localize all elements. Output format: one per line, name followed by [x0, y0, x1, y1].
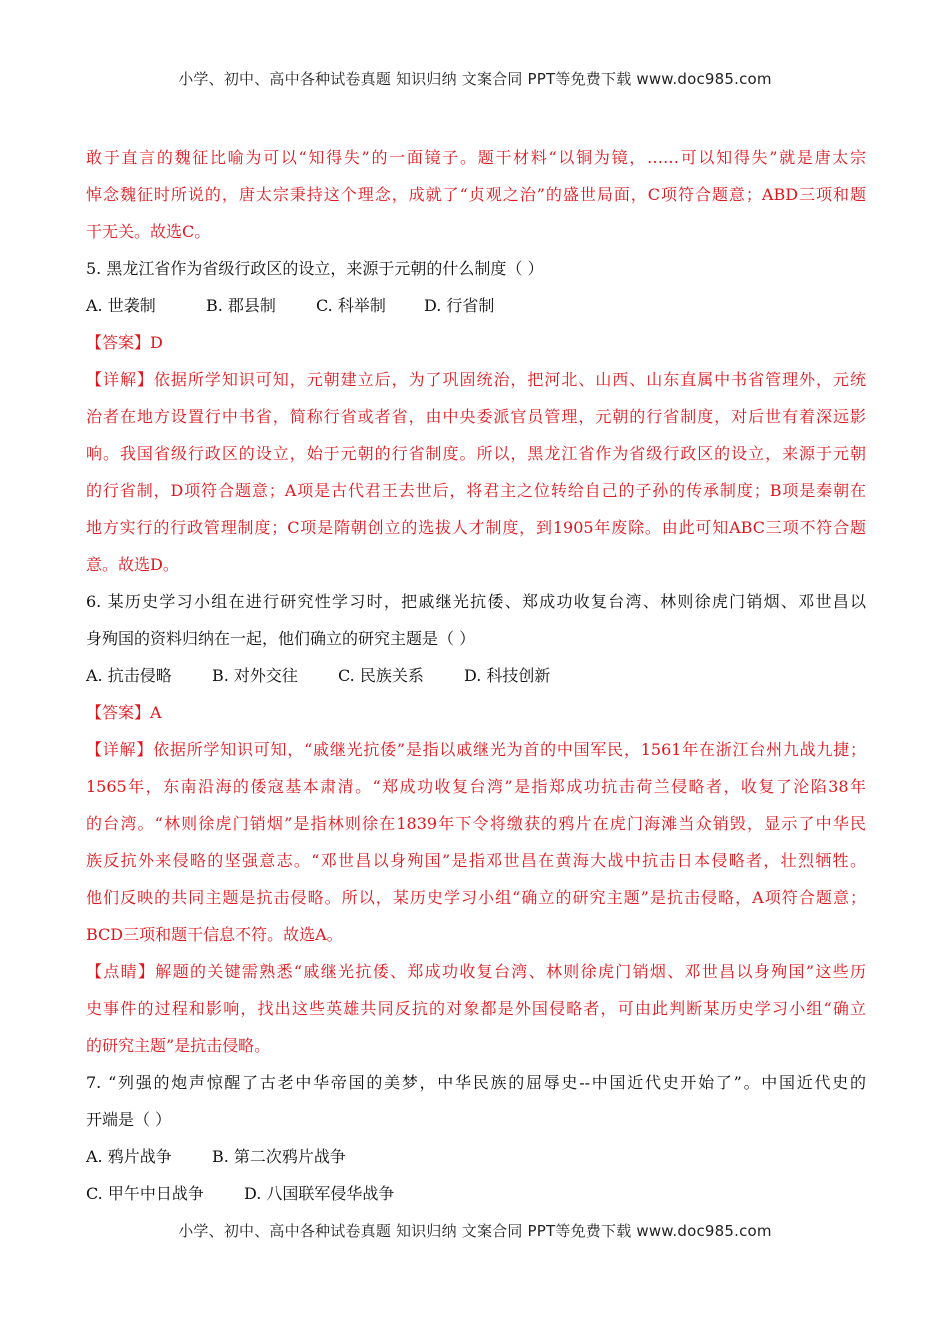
- explanation: [86, 731, 866, 953]
- question-stem: 开端是（ ）: [86, 1110, 172, 1129]
- explanation-line: 1565年，东南沿海的倭寇基本肃清。“郑成功收复台湾”是指郑成功抗击荷兰侵略者，收复了沦陷38年: [86, 777, 866, 796]
- prev-explanation: [86, 139, 866, 250]
- explanation: [86, 361, 866, 583]
- question-options: [86, 1138, 866, 1175]
- explanation-line: 的台湾。“林则徐虎门销烟”是指林则徐在1839年下令将缴获的鸦片在虎门海滩当众销毁，显示了中华民: [86, 814, 866, 833]
- option-a: A. 鸦片战争: [86, 1147, 172, 1166]
- prev-explanation-line: 干无关。故选C。: [86, 222, 211, 241]
- option-b: B. 第二次鸦片战争: [212, 1147, 346, 1166]
- option-d: D. 科技创新: [464, 666, 551, 685]
- question-7: [86, 1064, 866, 1212]
- prev-explanation-line: 敢于直言的魏征比喻为可以“知得失”的一面镜子。题干材料“以铜为镜，……可以知得失”就是唐太宗: [86, 148, 866, 167]
- question-options: [86, 287, 866, 324]
- explanation-line: 【详解】依据所学知识可知，“戚继光抗倭”是指以戚继光为首的中国军民，1561年在浙江台州九战九捷；: [86, 740, 866, 759]
- page-footer: 小学、初中、高中各种试卷真题 知识归纳 文案合同 PPT等免费下载 www.doc985.com: [178, 1222, 772, 1240]
- tip-line: 【点睛】解题的关键需熟悉“戚继光抗倭、郑成功收复台湾、林则徐虎门销烟、邓世昌以身殉国”这些历: [86, 962, 866, 981]
- option-b: B. 对外交往: [212, 666, 298, 685]
- explanation-line: 【详解】依据所学知识可知，元朝建立后，为了巩固统治，把河北、山西、山东直属中书省管理外，元统: [86, 370, 866, 389]
- question-stem: 身殉国的资料归纳在一起，他们确立的研究主题是（ ）: [86, 629, 476, 648]
- option-c: C. 科举制: [316, 296, 386, 315]
- content: [86, 139, 866, 1212]
- option-a: A. 抗击侵略: [86, 666, 172, 685]
- question-stem: 6. 某历史学习小组在进行研究性学习时，把戚继光抗倭、郑成功收复台湾、林则徐虎门销烟、邓世昌以: [86, 592, 866, 611]
- explanation-line: 响。我国省级行政区的设立，始于元朝的行省制度。所以，黑龙江省作为省级行政区的设立，来源于元朝: [86, 444, 866, 463]
- answer: 【答案】D: [86, 333, 163, 352]
- explanation-line: 他们反映的共同主题是抗击侵略。所以，某历史学习小组“确立的研究主题”是抗击侵略，A项符合题意；: [86, 888, 866, 907]
- option-c: C. 甲午中日战争: [86, 1184, 204, 1203]
- question-stem: 7. “列强的炮声惊醒了古老中华帝国的美梦，中华民族的屈辱史--中国近代史开始了”。中国近代史的: [86, 1073, 866, 1092]
- question-options: [86, 657, 866, 694]
- tip-line: 史事件的过程和影响，找出这些英雄共同反抗的对象都是外国侵略者，可由此判断某历史学习小组“确立: [86, 999, 866, 1018]
- tip-line: 的研究主题”是抗击侵略。: [86, 1036, 271, 1055]
- question-6: [86, 583, 866, 1064]
- page-header: 小学、初中、高中各种试卷真题 知识归纳 文案合同 PPT等免费下载 www.doc985.com: [178, 70, 772, 88]
- answer: 【答案】A: [86, 703, 162, 722]
- option-d: D. 八国联军侵华战争: [244, 1184, 395, 1203]
- question-stem: 5. 黑龙江省作为省级行政区的设立，来源于元朝的什么制度（ ）: [86, 259, 544, 278]
- explanation-line: 族反抗外来侵略的坚强意志。“邓世昌以身殉国”是指邓世昌在黄海大战中抗击日本侵略者，壮烈牺牲。: [86, 851, 866, 870]
- prev-explanation-line: 悼念魏征时所说的，唐太宗秉持这个理念，成就了“贞观之治”的盛世局面，C项符合题意；ABD三项和题: [86, 185, 866, 204]
- option-a: A. 世袭制: [86, 296, 156, 315]
- option-d: D. 行省制: [424, 296, 495, 315]
- explanation-line: 意。故选D。: [86, 555, 179, 574]
- option-c: C. 民族关系: [338, 666, 424, 685]
- question-options: [86, 1175, 866, 1212]
- explanation-line: 的行省制，D项符合题意；A项是古代君王去世后，将君主之位转给自己的子孙的传承制度；B项是秦朝在: [86, 481, 866, 500]
- explanation-line: 治者在地方设置行中书省，简称行省或者省，由中央委派官员管理，元朝的行省制度，对后世有着深远影: [86, 407, 866, 426]
- explanation-line: 地方实行的行政管理制度；C项是隋朝创立的选拔人才制度，到1905年废除。由此可知ABC三项不符合题: [86, 518, 866, 537]
- explanation-line: BCD三项和题干信息不符。故选A。: [86, 925, 343, 944]
- question-5: [86, 250, 866, 583]
- tip: [86, 953, 866, 1064]
- option-b: B. 郡县制: [206, 296, 276, 315]
